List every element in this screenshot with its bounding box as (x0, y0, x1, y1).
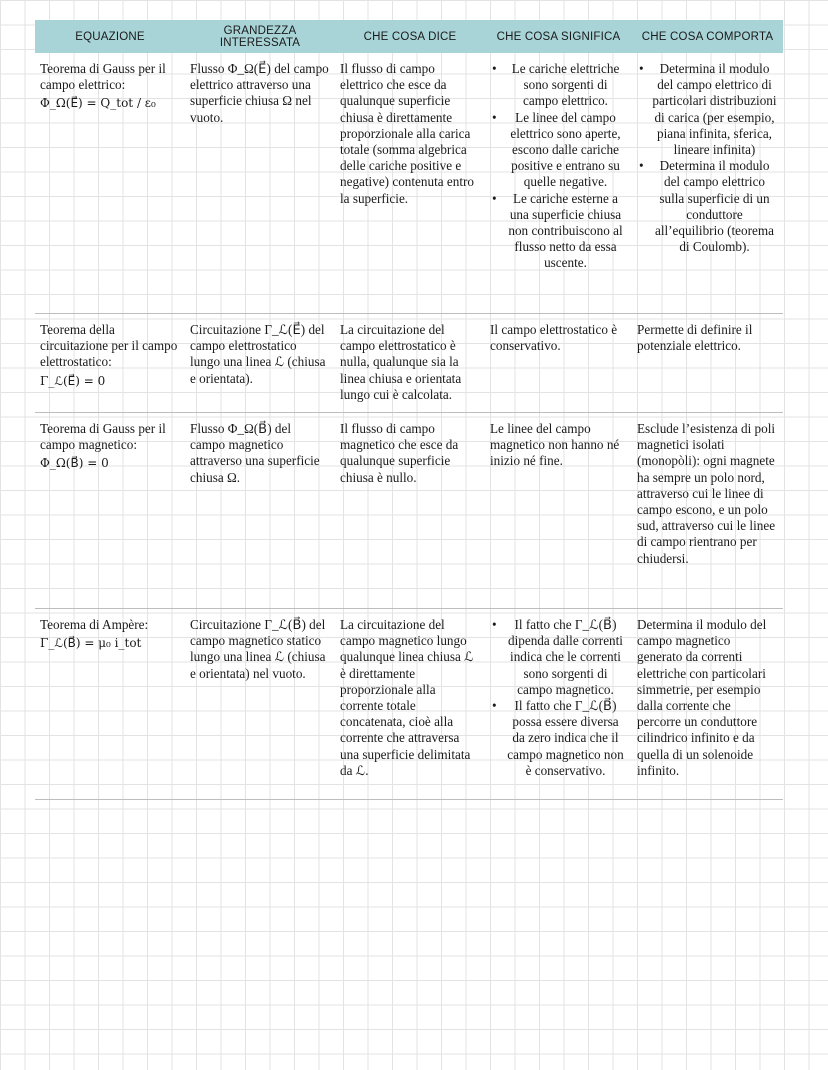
cell-quantity: Circuitazione Γ_ℒ(E⃗) del campo elettrostatico lungo una linea ℒ (chiusa e orientata). (190, 322, 326, 386)
cell-says: La circuitazione del campo magnetico lungo qualunque linea chiusa ℒ è direttamente proporzionale alla corrente totale concatenata, cioè alla corrente che attraversa una superficie delimitata da ℒ. (340, 617, 474, 778)
list-item: • Determina il modulo del campo elettrico di particolari distribuzioni di carica (per esempio, piana infinita, sferica, lineare infinita) (637, 61, 777, 158)
cell-means: Il campo elettrostatico è conservativo. (490, 322, 618, 354)
list-item: • Il fatto che Γ_ℒ(B⃗) dipenda dalle correnti indica che le correnti sono sorgenti di campo magnetico. (490, 617, 626, 698)
cell-implies (632, 53, 783, 313)
cell-equation (35, 609, 185, 799)
header-says: CHE COSA DICE (363, 30, 457, 43)
equation-formula: Φ_Ω(B⃗) = 0 (40, 456, 109, 471)
list-item: • Determina il modulo del campo elettrico sulla superficie di un conduttore all’equilibrio (teorema di Coulomb). (637, 158, 777, 255)
cell-implies: Determina il modulo del campo magnetico generato da correnti elettriche con particolari simmetrie, per esempio dalla corrente che percorre un conduttore cilindrico infinito e da quella di un solenoide infinito. (637, 617, 767, 778)
table-row (35, 609, 783, 800)
cell-means (485, 609, 632, 799)
cell-means (485, 53, 632, 313)
equation-text: Teorema della circuitazione per il campo elettrostatico: (40, 322, 178, 370)
cell-says: Il flusso di campo magnetico che esce da qualunque superficie chiusa è nullo. (340, 421, 459, 485)
equation-text: Teorema di Gauss per il campo elettrico: (40, 61, 166, 93)
cell-says: Il flusso di campo elettrico che esce da qualunque superficie chiusa è direttamente proporzionale alla carica totale (somma algebrica delle cariche positive e negative) contenuta entro la superficie. (340, 61, 475, 206)
table-row (35, 314, 783, 413)
table-row (35, 53, 783, 314)
table-row (35, 413, 783, 609)
cell-implies: Esclude l’esistenza di poli magnetici isolati (monopòli): ogni magnete ha sempre un polo nord, attraverso cui le linee di campo escono, e un polo sud, attraverso cui le linee di campo rientrano per chiudersi. (637, 421, 776, 566)
cell-implies: Permette di definire il potenziale elettrico. (637, 322, 753, 354)
header-means: CHE COSA SIGNIFICA (496, 30, 621, 43)
list-item: • Il fatto che Γ_ℒ(B⃗) possa essere diversa da zero indica che il campo magnetico non è conservativo. (490, 698, 626, 779)
cell-says: La circuitazione del campo elettrostatico è nulla, qualunque sia la linea chiusa e orientata lungo cui è calcolata. (340, 322, 462, 402)
equation-text: Teorema di Gauss per il campo magnetico: (40, 421, 166, 453)
header-implies: CHE COSA COMPORTA (641, 30, 774, 43)
list-item: • Le cariche elettriche sono sorgenti di campo elettrico. (490, 61, 626, 110)
cell-equation (35, 53, 185, 313)
list-item: • Le cariche esterne a una superficie chiusa non contribuiscono al flusso netto da essa uscente. (490, 191, 626, 272)
header-quantity: GRANDEZZA INTERESSATA (219, 24, 301, 49)
equation-formula: Γ_ℒ(E⃗) = 0 (40, 373, 106, 388)
header-equation: EQUAZIONE (75, 30, 145, 43)
table-header (35, 20, 783, 53)
equation-text: Teorema di Ampère: (40, 617, 149, 632)
cell-equation (35, 413, 185, 608)
cell-equation (35, 314, 185, 412)
cell-quantity: Flusso Φ_Ω(E⃗) del campo elettrico attraverso una superficie chiusa Ω nel vuoto. (190, 61, 329, 125)
summary-table (35, 20, 783, 800)
list-item: • Le linee del campo elettrico sono aperte, escono dalle cariche positive e entrano su quelle negative. (490, 110, 626, 191)
cell-means: Le linee del campo magnetico non hanno né inizio né fine. (490, 421, 620, 469)
cell-quantity: Flusso Φ_Ω(B⃗) del campo magnetico attraverso una superficie chiusa Ω. (190, 421, 320, 485)
equation-formula: Φ_Ω(E⃗) = Q_tot / ε₀ (40, 96, 156, 111)
equation-formula: Γ_ℒ(B⃗) = μ₀ i_tot (40, 636, 142, 651)
cell-quantity: Circuitazione Γ_ℒ(B⃗) del campo magnetico statico lungo una linea ℒ (chiusa e orientata) nel vuoto. (190, 617, 326, 681)
